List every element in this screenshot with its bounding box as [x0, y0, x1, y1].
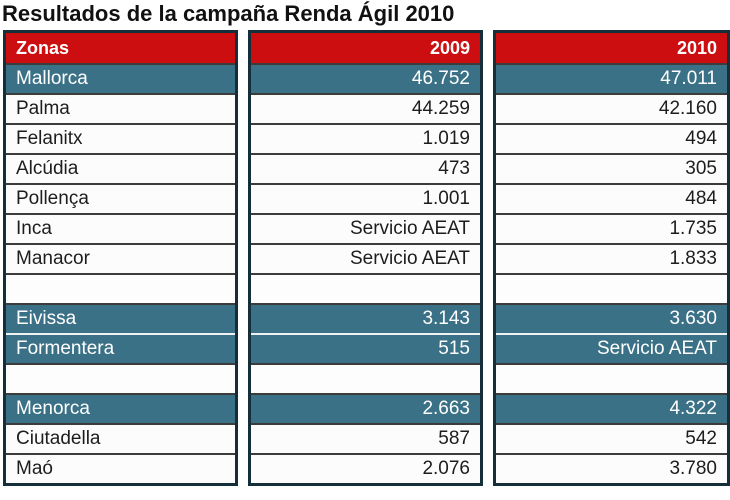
value-2010-cell: 542: [496, 423, 727, 453]
zona-cell: Manacor: [6, 243, 235, 273]
value-2010-cell: 1.735: [496, 213, 727, 243]
column-header-zonas: Zonas: [6, 33, 235, 63]
spacer-cell: [251, 363, 480, 393]
zona-cell: Pollença: [6, 183, 235, 213]
value-2009-cell: 3.143: [251, 303, 480, 333]
value-2009-cell: 2.076: [251, 453, 480, 483]
spacer-cell: [496, 363, 727, 393]
spacer-cell: [6, 363, 235, 393]
spacer-cell: [251, 273, 480, 303]
zona-cell: Eivissa: [6, 303, 235, 333]
value-2009-cell: 1.001: [251, 183, 480, 213]
spacer-cell: [6, 273, 235, 303]
value-2010-cell: 305: [496, 153, 727, 183]
value-2009-cell: 473: [251, 153, 480, 183]
value-2010-cell: 484: [496, 183, 727, 213]
value-2010-cell: 4.322: [496, 393, 727, 423]
value-2010-cell: Servicio AEAT: [496, 333, 727, 363]
value-2009-cell: 2.663: [251, 393, 480, 423]
zona-cell: Felanitx: [6, 123, 235, 153]
value-2009-cell: 44.259: [251, 93, 480, 123]
column-header-2010: 2010: [496, 33, 727, 63]
zona-cell: Inca: [6, 213, 235, 243]
zona-cell: Alcúdia: [6, 153, 235, 183]
column-header-2009: 2009: [251, 33, 480, 63]
column-block-2010: [493, 30, 730, 486]
value-2010-cell: 47.011: [496, 63, 727, 93]
value-2010-cell: 1.833: [496, 243, 727, 273]
column-block-zonas: [3, 30, 238, 486]
zona-cell: Menorca: [6, 393, 235, 423]
value-2010-cell: 494: [496, 123, 727, 153]
zona-cell: Ciutadella: [6, 423, 235, 453]
spacer-cell: [496, 273, 727, 303]
results-table: [3, 30, 730, 486]
zona-cell: Mallorca: [6, 63, 235, 93]
value-2009-cell: 46.752: [251, 63, 480, 93]
value-2009-cell: 1.019: [251, 123, 480, 153]
zona-cell: Maó: [6, 453, 235, 483]
zona-cell: Formentera: [6, 333, 235, 363]
page-title: Resultados de la campaña Renda Ágil 2010: [2, 1, 455, 26]
zona-cell: Palma: [6, 93, 235, 123]
value-2010-cell: 42.160: [496, 93, 727, 123]
value-2009-cell: 515: [251, 333, 480, 363]
value-2009-cell: Servicio AEAT: [251, 243, 480, 273]
column-block-2009: [248, 30, 483, 486]
value-2010-cell: 3.630: [496, 303, 727, 333]
value-2009-cell: Servicio AEAT: [251, 213, 480, 243]
value-2010-cell: 3.780: [496, 453, 727, 483]
value-2009-cell: 587: [251, 423, 480, 453]
